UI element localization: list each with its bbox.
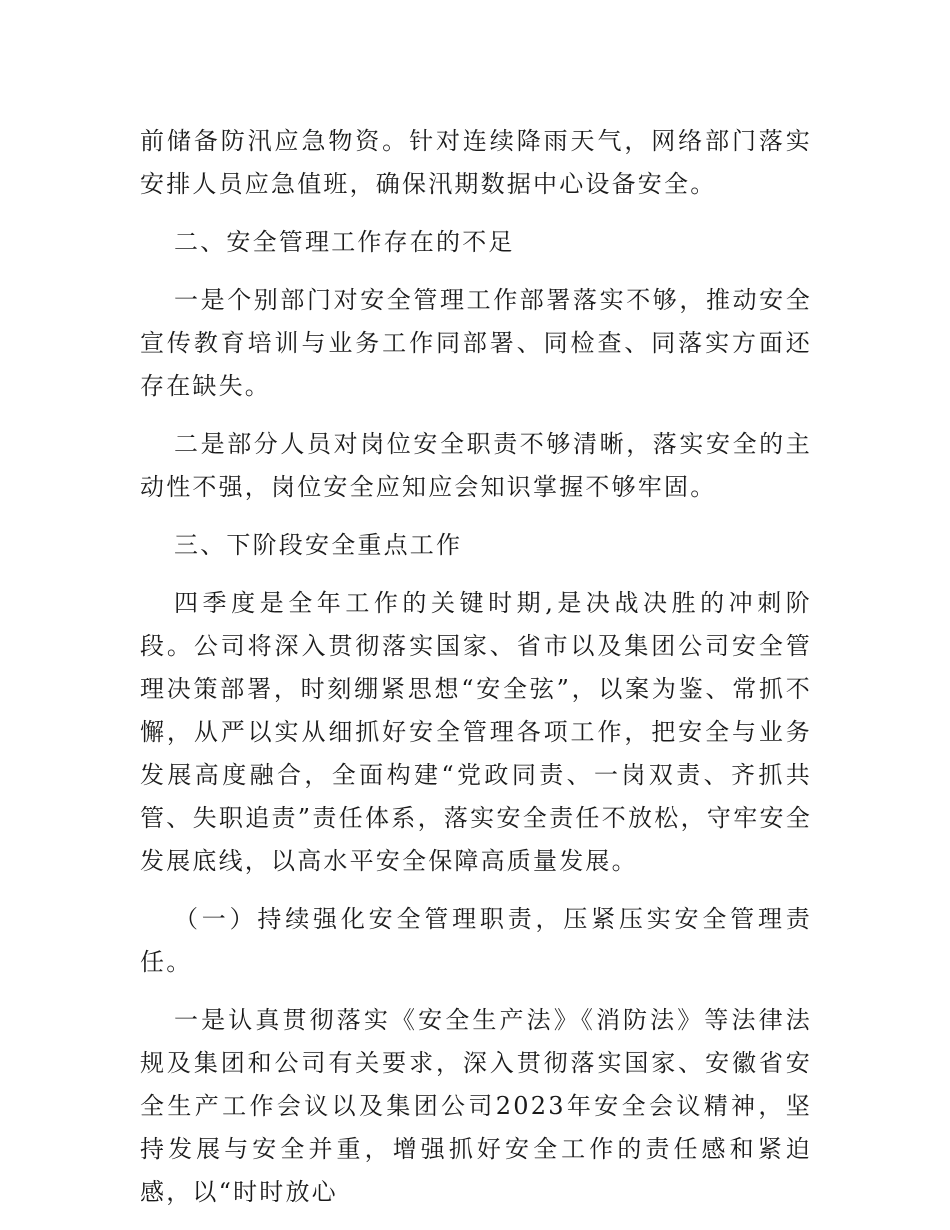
paragraph-measure-1: 一是认真贯彻落实《安全生产法》《消防法》等法律法规及集团和公司有关要求，深入贯彻落实国家、安徽省安全生产工作会议以及集团公司2023年安全会议精神，坚持发展与安全并重，增强抓好安全工作的责任感和紧迫感，以“时时放心 — [140, 1006, 812, 1206]
section-heading-3: 三、下阶段安全重点工作 — [174, 531, 463, 559]
paragraph-shortcoming-2: 二是部分人员对岗位安全职责不够清晰，落实安全的主动性不强，岗位安全应知应会知识掌握不够牢固。 — [140, 430, 812, 501]
paragraph-q4-overview: 四季度是全年工作的关键时期,是决战决胜的冲刺阶段。公司将深入贯彻落实国家、省市以及集团公司安全管理决策部署，时刻绷紧思想“安全弦”，以案为鉴、常抓不懈，从严以实从细抓好安全管理各项工作，把安全与业务发展高度融合，全面构建“党政同责、一岗双责、齐抓共管、失职追责”责任体系，落实安全责任不放松，守牢安全发展底线，以高水平安全保障高质量发展。 — [140, 589, 812, 875]
paragraph-shortcoming-1: 一是个别部门对安全管理工作部署落实不够，推动安全宣传教育培训与业务工作同部署、同检查、同落实方面还存在缺失。 — [140, 286, 812, 400]
subsection-heading-1: （一）持续强化安全管理职责，压紧压实安全管理责任。 — [140, 905, 812, 976]
paragraph-continuation: 前储备防汛应急物资。针对连续降雨天气，网络部门落实安排人员应急值班，确保汛期数据中心设备安全。 — [140, 127, 812, 198]
section-heading-2: 二、安全管理工作存在的不足 — [174, 228, 515, 256]
document-body — [140, 120, 812, 1229]
